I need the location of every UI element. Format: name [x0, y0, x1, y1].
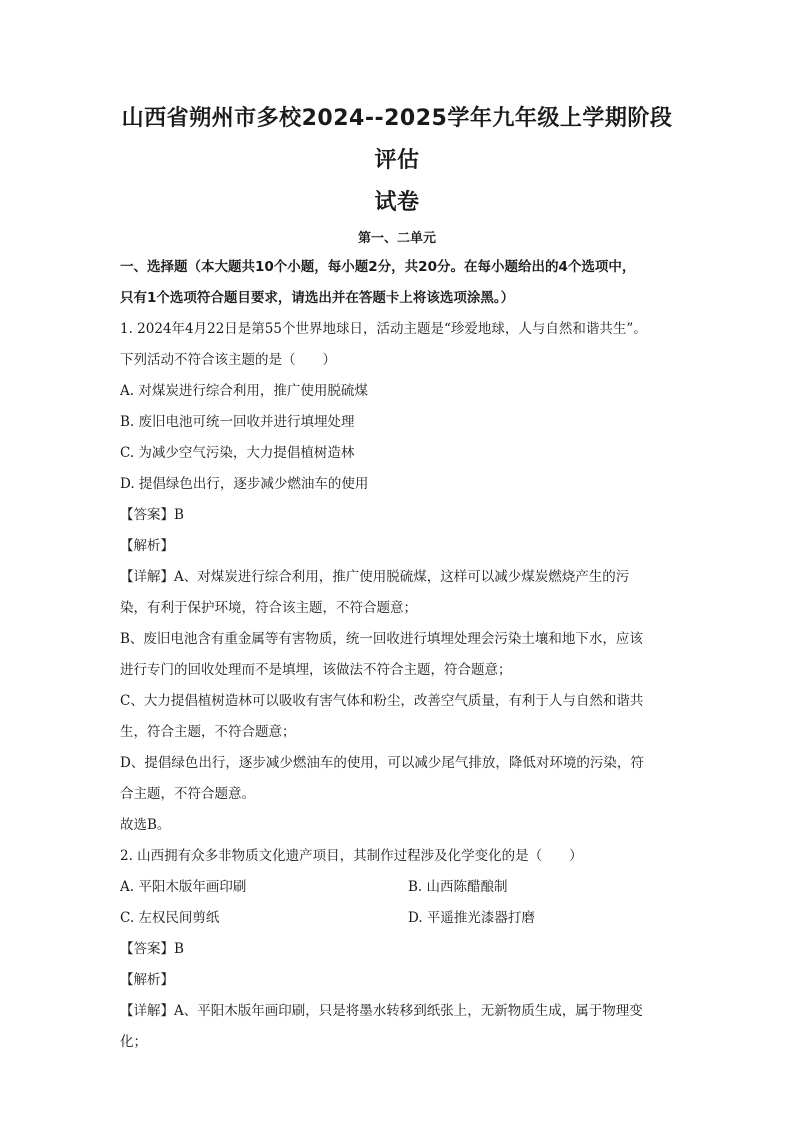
- question-2-option-c: C. 左权民间剪纸: [120, 910, 220, 926]
- question-2-option-d: D. 平遥推光漆器打磨: [408, 910, 535, 926]
- question-2-answer: 【答案】B: [120, 941, 184, 957]
- question-1-analysis-label: 【解析】: [120, 538, 174, 554]
- question-1-detail-line-6: 生，符合主题，不符合题意；: [120, 724, 296, 740]
- question-1-detail-line-3: B、废旧电池含有重金属等有害物质，统一回收进行填埋处理会污染土壤和地下水，应该: [120, 631, 643, 647]
- question-1-option-a: A. 对煤炭进行综合利用，推广使用脱硫煤: [120, 383, 368, 399]
- question-1-detail-line-1: 【详解】A、对煤炭进行综合利用，推广使用脱硫煤，这样可以减少煤炭燃烧产生的污: [120, 569, 630, 585]
- title-line-1: 山西省朔州市多校2024--2025学年九年级上学期阶段评估: [121, 106, 673, 173]
- question-1-detail-line-5: C、大力提倡植树造林可以吸收有害气体和粉尘，改善空气质量，有利于人与自然和谐共: [120, 693, 644, 709]
- question-2-detail-line-2: 化；: [120, 1034, 147, 1050]
- question-2-detail-line-1: 【详解】A、平阳木版年画印刷，只是将墨水转移到纸张上，无新物质生成，属于物理变: [120, 1003, 643, 1019]
- question-2-options-row-2: [120, 903, 674, 934]
- question-1-detail-line-2: 染，有利于保护环境，符合该主题，不符合题意；: [120, 600, 417, 616]
- question-1-detail-line-8: 合主题，不符合题意。: [120, 786, 255, 802]
- question-2-option-b: B. 山西陈醋酿制: [408, 879, 508, 895]
- document-title: [120, 98, 674, 224]
- question-2-analysis-label: 【解析】: [120, 972, 174, 988]
- question-1-option-b: B. 废旧电池可统一回收并进行填埋处理: [120, 414, 355, 430]
- section-instructions: [120, 252, 674, 314]
- question-1-option-d: D. 提倡绿色出行，逐步减少燃油车的使用: [120, 476, 369, 492]
- unit-subtitle: 第一、二单元: [357, 231, 436, 246]
- section-instructions-line-1: 一、选择题（本大题共10个小题，每小题2分，共20分。在每小题给出的4个选项中，: [120, 259, 636, 275]
- question-1-option-c: C. 为减少空气污染，大力提倡植树造林: [120, 445, 355, 461]
- question-2-options-row-1: [120, 872, 674, 903]
- question-1-conclusion: 故选B。: [120, 817, 171, 833]
- question-1-stem-line-2: 下列活动不符合该主题的是（ ）: [120, 352, 336, 368]
- question-1-stem-line-1: 1. 2024年4月22日是第55个世界地球日，活动主题是“珍爱地球，人与自然和谐共生”。: [120, 321, 647, 337]
- question-1-detail-line-4: 进行专门的回收处理而不是填埋，该做法不符合主题，符合题意；: [120, 662, 512, 678]
- question-2: [120, 841, 674, 1058]
- title-line-2: 试卷: [374, 190, 420, 215]
- question-2-option-a: A. 平阳木版年画印刷: [120, 879, 247, 895]
- question-1-detail-line-7: D、提倡绿色出行，逐步减少燃油车的使用，可以减少尾气排放，降低对环境的污染，符: [120, 755, 644, 771]
- question-1: [120, 314, 674, 841]
- section-instructions-line-2: 只有1个选项符合题目要求，请选出并在答题卡上将该选项涂黑。）: [120, 290, 515, 306]
- question-1-answer: 【答案】B: [120, 507, 184, 523]
- question-2-stem: 2. 山西拥有众多非物质文化遗产项目，其制作过程涉及化学变化的是（ ）: [120, 848, 583, 864]
